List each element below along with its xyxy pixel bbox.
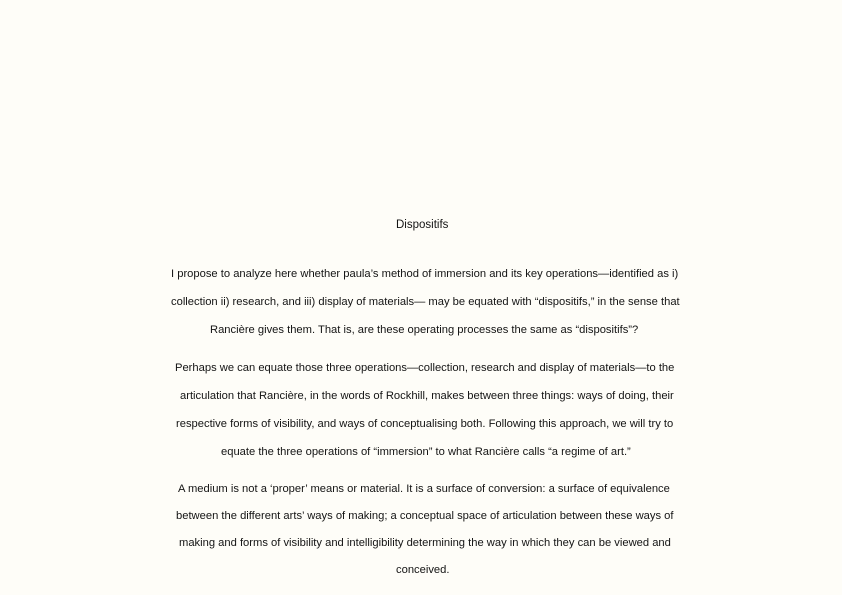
paragraph-line: conceived. [396, 564, 450, 576]
paragraph-line: Perhaps we can equate those three operations—collection, research and display of materials—to the [175, 362, 675, 374]
paragraph-line: articulation that Rancière, in the words of Rockhill, makes between three things: ways of doing, their [180, 390, 674, 402]
paragraph-line: Rancière gives them. That is, are these operating processes the same as “dispositifs”? [210, 324, 639, 336]
paragraph-line: between the different arts’ ways of making; a conceptual space of articulation between these ways of [176, 510, 674, 522]
paragraph-line: respective forms of visibility, and ways of conceptualising both. Following this approach, we will try to [176, 418, 674, 430]
paragraph-line: making and forms of visibility and intelligibility determining the way in which they can be viewed and [179, 537, 671, 549]
paragraph-line: A medium is not a ‘proper’ means or material. It is a surface of conversion: a surface of equivalence [178, 483, 670, 495]
paragraph-line: equate the three operations of “immersion” to what Rancière calls “a regime of art.” [221, 446, 631, 458]
page-title: Dispositifs [396, 219, 449, 231]
paragraph-line: I propose to analyze here whether paula’s method of immersion and its key operations—identified as i) [171, 268, 679, 280]
paragraph-line: collection ii) research, and iii) display of materials— may be equated with “dispositifs,” in the sense that [171, 296, 680, 308]
